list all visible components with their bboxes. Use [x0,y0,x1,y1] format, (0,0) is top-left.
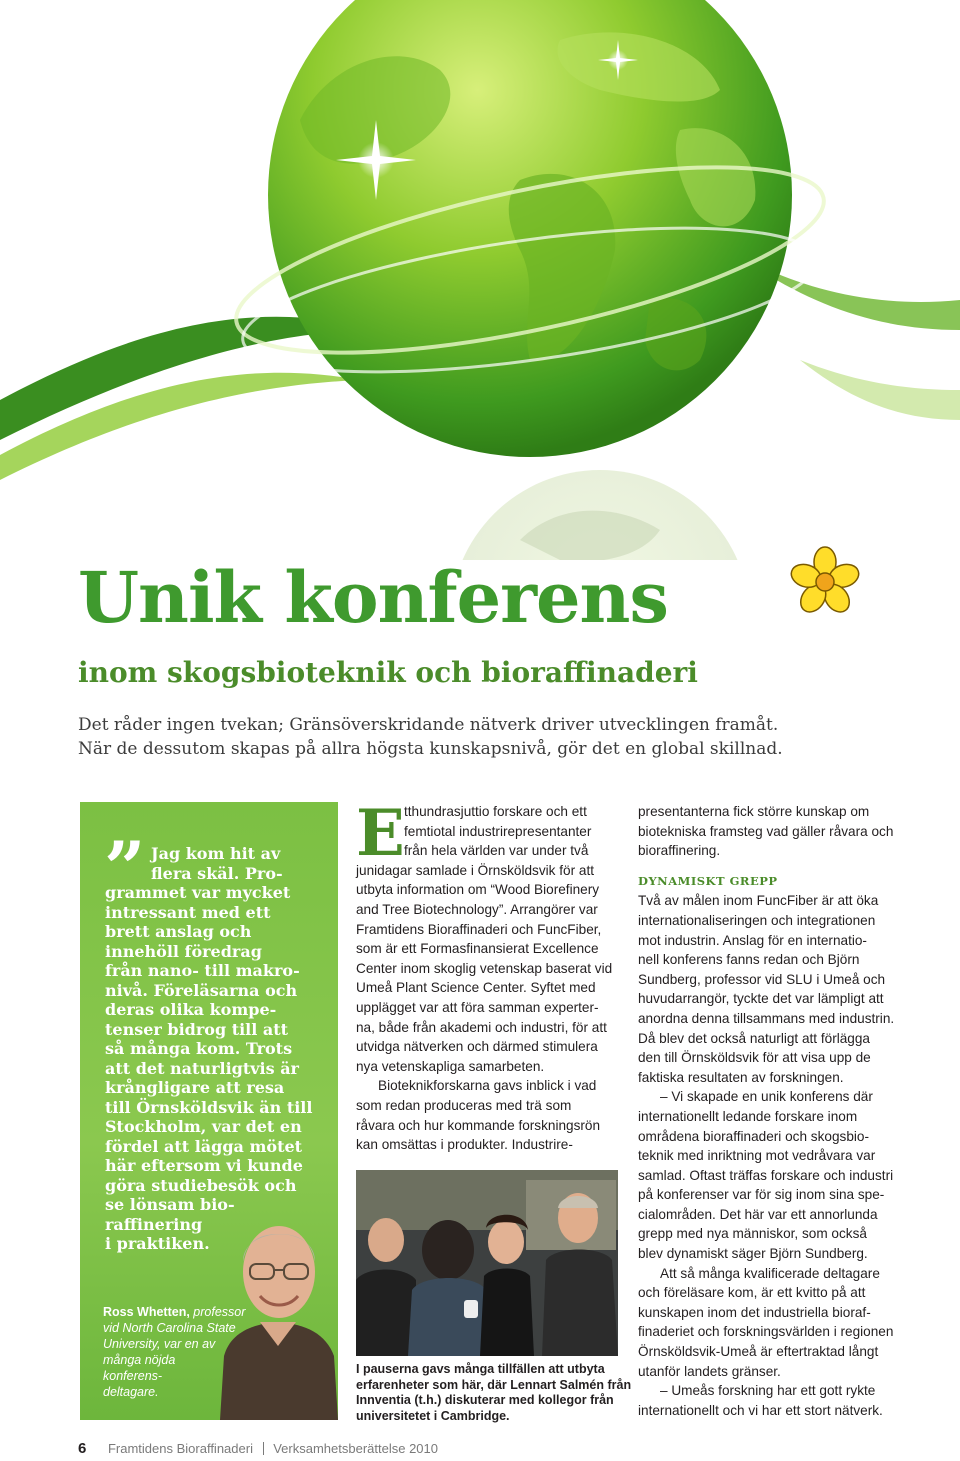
text-line: den till Örnsköldsvik för att visa upp de [638,1050,871,1066]
text-line: kan omsättas i produkter. Industrire- [356,1137,573,1153]
text-line: internationaliseringen och integrationen [638,912,876,928]
drop-cap: E [356,796,405,871]
text-line: – Umeås forskning har ett gott rykte [660,1383,876,1399]
text-line: biotekniska framsteg vad gäller råvara och [638,823,894,839]
text-line: Två av målen inom FuncFiber är att öka [638,893,879,909]
quote-line: flera skäl. Pro- [151,863,283,883]
text-line: and Tree Biotechnology”. Arrangörer var [356,901,598,917]
quote-line: här eftersom vi kunde [105,1156,303,1175]
text-line: na, både från akademi och industri, för att [356,1019,607,1035]
text-line: Örnsköldsvik-Umeå är eftertraktad långt [638,1344,879,1360]
text-line: anordna denna tillsammans med industrin. [638,1010,895,1026]
caption-line: Innventia (t.h.) diskuterar med kollegor från [356,1393,614,1407]
quote-line: Jag kom hit av [151,844,281,863]
text-line: utbyta information om “Wood Biorefinery [356,882,600,898]
text-line: teknik med inriktning mot vedråvara var [638,1148,876,1164]
quote-line: se lönsam bio- [105,1195,235,1214]
text-line: finaderiet och forskningsvärlden i regionen [638,1324,894,1340]
caption-line: I pauserna gavs många tillfällen att utbyta [356,1362,605,1376]
globe-svg [0,0,960,560]
text-line: grepp med nya människor, som också [638,1226,867,1242]
text-line: råvara och hur kommande forskningsrön [356,1117,601,1133]
page-subtitle: inom skogsbioteknik och bioraffinaderi [78,656,698,689]
caption-line: erfarenheter som här, där Lennart Salmén från [356,1377,632,1392]
quote-line: göra studiebesök och [105,1175,297,1195]
quote-line: deras olika kompe- [105,1000,277,1019]
photo-caption [356,1362,632,1424]
text-line: tthundrasjuttio forskare och ett [404,804,587,819]
section-subhead: DYNAMISKT GREPP [638,873,778,888]
quote-line: till Örnsköldsvik än till [105,1097,313,1117]
text-line: som redan produceras med trä som [356,1097,572,1113]
text-line: Umeå Plant Science Center. Syftet med [356,980,596,996]
quote-line: tenser bidrog till att [105,1019,289,1039]
text-line: utvidga nätverken och därmed stimulera [356,1039,598,1055]
text-line: Center inom skoglig vetenskap baserat vid [356,960,613,976]
text-line: cialområden. Det här var ett annorlunda [638,1206,878,1222]
quote-line: från nano- till makro- [105,961,300,980]
article-column-3 [638,802,900,1420]
text-line: femtiotal industrirepresentanter [404,823,592,839]
caption-name: Ross Whetten, [103,1305,190,1319]
text-line: bioraffinering. [638,843,721,859]
caption-line: många nöjda [103,1353,176,1367]
text-line: samlad. Oftast träffas forskare och industri [638,1167,894,1183]
lead-paragraph [78,713,858,761]
pull-quote [105,844,329,1254]
conference-photo [356,1170,618,1356]
text-line: Då blev det också naturligt att förlägga [638,1030,870,1046]
caption-line: konferens- [103,1369,163,1383]
text-line: på konferenser var för sig inom sina spe- [638,1187,885,1203]
text-line: nya vetenskapliga samarbeten. [356,1058,545,1074]
quote-mark-icon: ” [104,825,146,910]
text-line: mot industrin. Anslag för en internatio- [638,932,867,948]
quote-line: grammet var mycket [105,883,291,902]
quote-line: raffinering [105,1214,203,1234]
text-line: Bioteknikforskarna gavs inblick i vad [378,1078,597,1094]
quote-line: nivå. Föreläsarna och [105,980,298,1000]
text-line: Framtidens Bioraffinaderi och FuncFiber, [356,921,602,937]
caption-line: universitetet i Cambridge. [356,1408,510,1423]
text-line: områdena bioraffinaderi och skogsbio- [638,1128,869,1144]
text-line: kunskapen inom det industriella bioraf- [638,1304,871,1320]
quote-line: intressant med ett [105,902,271,922]
text-line: blev dynamiskt säger Björn Sundberg. [638,1246,868,1262]
text-line: Sundberg, professor vid SLU i Umeå och [638,971,886,987]
quote-line: att det naturligtvis är [105,1058,299,1078]
quote-line: krångligare att resa [105,1078,285,1097]
text-line: och föreläsare kom, är ett kvitto på att [638,1285,866,1301]
text-line: från hela världen var under två [404,843,589,859]
text-line: utanför landets gränser. [638,1363,781,1379]
quote-line: brett anslag och [105,922,252,941]
publication-name: Framtidens Bioraffinaderi [107,1441,253,1456]
quote-line: så många kom. Trots [105,1039,293,1058]
caption-line: deltagare. [103,1385,159,1399]
lead-line: Det råder ingen tvekan; Gränsöverskridande nätverk driver utvecklingen framåt. [78,715,779,735]
conference-photo-svg [356,1170,618,1356]
text-line: – Vi skapade en unik konferens där [660,1089,873,1105]
caption-line: vid North Carolina State [103,1321,236,1335]
text-line: faktiska resultaten av forskningen. [638,1069,844,1085]
text-line: presentanterna fick större kunskap om [638,804,870,819]
globe-illustration [0,0,960,560]
caption-line: University, var en av [103,1337,216,1351]
page-number: 6 [78,1440,87,1457]
report-name: Verksamhetsberättelse 2010 [273,1441,438,1456]
caption-line: professor [193,1305,246,1319]
text-line: upplägget var att föra samman experter- [356,999,599,1015]
quote-line: Stockholm, var det en [105,1117,302,1136]
text-line: internationellt och vi har ett stort nätverk. [638,1402,883,1418]
flower-icon [786,544,864,622]
page-footer [78,1440,438,1457]
text-line: junidagar samlade i Örnsköldsvik för att [356,862,594,878]
footer-divider [263,1442,264,1455]
quote-line: innehöll föredrag [105,941,262,961]
text-line: huvudarrangör, tyckte det var lämpligt att [638,991,884,1007]
text-line: nell konferens fanns redan och Björn [638,952,860,968]
text-line: Att så många kvalificerade deltagare [660,1265,880,1281]
page-title: Unik konferens [78,556,668,639]
article-column-2 [356,796,618,1155]
quote-line: fördel att lägga mötet [105,1136,303,1156]
lead-line: När de dessutom skapas på allra högsta kunskapsnivå, gör det en global skillnad. [78,739,783,759]
quote-line: i praktiken. [105,1234,210,1253]
quote-sidebar [80,802,338,1420]
text-line: internationellt ledande forskare inom [638,1108,858,1124]
sidebar-caption [103,1304,248,1400]
text-line: som är ett Formasfinansierat Excellence [356,941,599,957]
